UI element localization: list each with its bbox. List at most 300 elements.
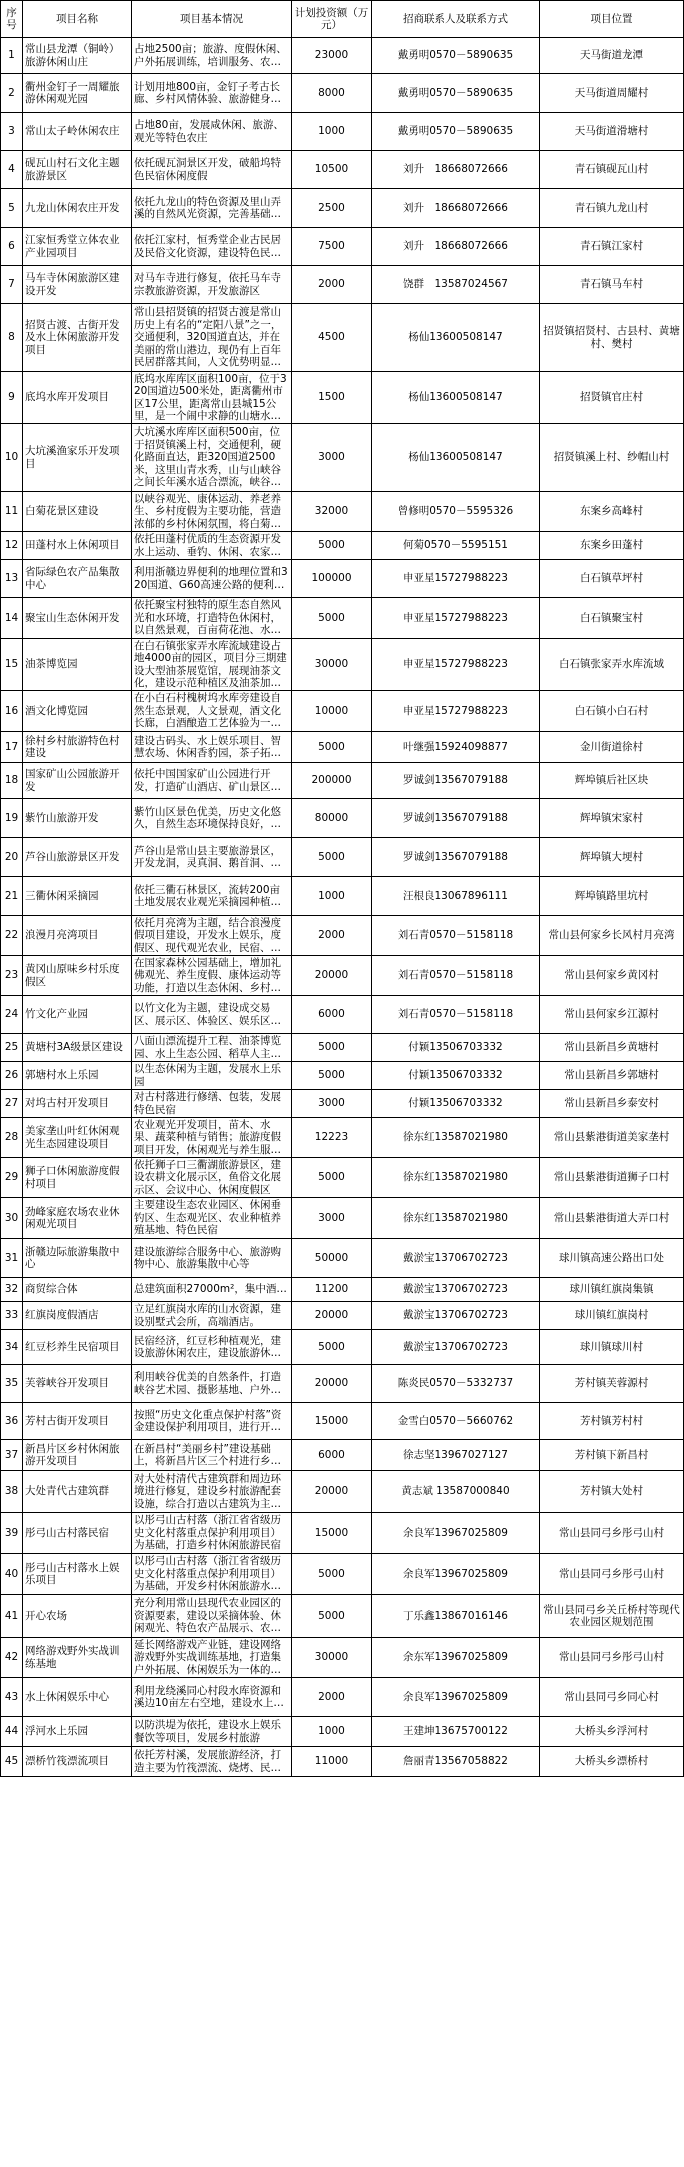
project-location: 白石镇草坪村	[540, 560, 684, 598]
planned-investment: 30000	[292, 1638, 372, 1678]
table-row	[1, 598, 684, 639]
project-name: 竹文化产业园	[23, 996, 132, 1034]
project-location: 东案乡高峰村	[540, 492, 684, 532]
table-row	[1, 424, 684, 492]
header-project-description: 项目基本情况	[132, 1, 292, 38]
contact: 杨仙13600508147	[372, 424, 540, 492]
planned-investment: 1000	[292, 877, 372, 916]
project-name: 浪漫月亮湾项目	[23, 916, 132, 956]
planned-investment: 3000	[292, 424, 372, 492]
planned-investment: 10000	[292, 691, 372, 732]
project-name: 常山太子岭休闲农庄	[23, 113, 132, 151]
planned-investment: 5000	[292, 1062, 372, 1090]
project-description: 总建筑面积27000m²，集中酒店	[132, 1278, 292, 1302]
project-description: 延长网络游戏产业链，建设网络游戏野外实战训练基地，打造集户外拓展、休闲娱乐为一体的训	[132, 1638, 292, 1678]
planned-investment: 5000	[292, 1595, 372, 1638]
row-index: 2	[1, 74, 23, 113]
project-name: 红旗岗度假酒店	[23, 1302, 132, 1330]
table-row	[1, 1118, 684, 1158]
planned-investment: 5000	[292, 732, 372, 763]
project-description: 依托芳村溪，发展旅游经济，打造主要为竹筏漂流、烧烤、民	[132, 1747, 292, 1777]
project-name: 大坑溪渔家乐开发项目	[23, 424, 132, 492]
table-row	[1, 691, 684, 732]
contact: 付颖13506703332	[372, 1090, 540, 1118]
project-name: 聚宝山生态休闲开发	[23, 598, 132, 639]
project-name: 新昌片区乡村休闲旅游开发项目	[23, 1440, 132, 1471]
contact: 刘升 18668072666	[372, 189, 540, 228]
table-row	[1, 1595, 684, 1638]
table-row	[1, 1403, 684, 1440]
row-index: 6	[1, 228, 23, 266]
header-location: 项目位置	[540, 1, 684, 38]
row-index: 41	[1, 1595, 23, 1638]
project-description: 依托狮子口三衢湖旅游景区，建设农耕文化展示区，鱼俗文化展示区、会议中心、休闲度假区	[132, 1158, 292, 1198]
contact: 杨仙13600508147	[372, 304, 540, 372]
planned-investment: 5000	[292, 1330, 372, 1365]
table-row	[1, 1158, 684, 1198]
contact: 王建坤13675700122	[372, 1717, 540, 1747]
row-index: 43	[1, 1678, 23, 1717]
project-location: 常山县新昌乡泰安村	[540, 1090, 684, 1118]
project-name: 江家恒秀堂立体农业产业园项目	[23, 228, 132, 266]
project-location: 球川镇高速公路出口处	[540, 1239, 684, 1278]
project-description: 建设古码头、水上娱乐项目、智慧农场、休闲香豹园，茶子拓展	[132, 732, 292, 763]
planned-investment: 3000	[292, 1198, 372, 1239]
table-row	[1, 916, 684, 956]
project-description: 利用浙赣边界便利的地理位置和320国道、G60高速公路的便利，	[132, 560, 292, 598]
planned-investment: 200000	[292, 763, 372, 799]
contact: 戴勇明0570－5890635	[372, 74, 540, 113]
project-description: 农业观光开发项目，苗木、水果、蔬菜种植与销售；旅游度假项目开发，休闲观光与养生服	[132, 1118, 292, 1158]
contact: 刘石青0570－5158118	[372, 916, 540, 956]
table-row	[1, 38, 684, 74]
planned-investment: 1500	[292, 372, 372, 424]
project-description: 以竹文化为主题，建设成交易区、展示区、体验区、娱乐区为	[132, 996, 292, 1034]
table-row	[1, 372, 684, 424]
project-location: 常山县同弓乡同心村	[540, 1678, 684, 1717]
project-name: 马车寺休闲旅游区建设开发	[23, 266, 132, 304]
contact: 戴淤宝13706702723	[372, 1330, 540, 1365]
planned-investment: 11200	[292, 1278, 372, 1302]
project-name: 紫竹山旅游开发	[23, 799, 132, 838]
table-row	[1, 1440, 684, 1471]
planned-investment: 12223	[292, 1118, 372, 1158]
planned-investment: 80000	[292, 799, 372, 838]
row-index: 45	[1, 1747, 23, 1777]
planned-investment: 2000	[292, 916, 372, 956]
project-name: 国家矿山公园旅游开发	[23, 763, 132, 799]
contact: 罗诚剑13567079188	[372, 838, 540, 877]
project-location: 金川街道徐村	[540, 732, 684, 763]
project-location: 常山县同弓乡彤弓山村	[540, 1554, 684, 1595]
project-location: 常山县何家乡江源村	[540, 996, 684, 1034]
row-index: 26	[1, 1062, 23, 1090]
project-description: 以彤弓山古村落（浙江省省级历史文化村落重点保护利用项目）为基础，打造乡村休闲旅游民宿	[132, 1513, 292, 1554]
project-description: 计划用地800亩，金钉子考古长廊、乡村风情体验、旅游健身和	[132, 74, 292, 113]
table-row	[1, 1062, 684, 1090]
project-name: 彤弓山古村落水上娱乐项目	[23, 1554, 132, 1595]
project-description: 依托三衢石林景区，流转200亩土地发展农业观光采摘园种植水	[132, 877, 292, 916]
contact: 余良军13967025809	[372, 1678, 540, 1717]
project-name: 劲峰家庭农场农业休闲观光项目	[23, 1198, 132, 1239]
contact: 徐东红13587021980	[372, 1118, 540, 1158]
project-location: 招贤镇招贤村、古县村、黄塘村、樊村	[540, 304, 684, 372]
project-location: 东案乡田蓬村	[540, 532, 684, 560]
project-location: 芳村镇芳村村	[540, 1403, 684, 1440]
project-name: 彤弓山古村落民宿	[23, 1513, 132, 1554]
contact: 余东军13967025809	[372, 1638, 540, 1678]
project-description: 以彤弓山古村落（浙江省省级历史文化村落重点保护利用项目）为基础，开发乡村休闲旅游水上	[132, 1554, 292, 1595]
contact: 黄志斌 13587000840	[372, 1471, 540, 1513]
planned-investment: 1000	[292, 1717, 372, 1747]
contact: 刘石青0570－5158118	[372, 956, 540, 996]
contact: 刘升 18668072666	[372, 228, 540, 266]
row-index: 32	[1, 1278, 23, 1302]
row-index: 21	[1, 877, 23, 916]
project-name: 砚瓦山村石文化主题旅游景区	[23, 151, 132, 189]
project-location: 常山县同弓乡彤弓山村	[540, 1638, 684, 1678]
contact: 徐东红13587021980	[372, 1158, 540, 1198]
table-row	[1, 492, 684, 532]
contact: 叶继强15924098877	[372, 732, 540, 763]
contact: 戴勇明0570－5890635	[372, 38, 540, 74]
row-index: 36	[1, 1403, 23, 1440]
planned-investment: 50000	[292, 1239, 372, 1278]
project-name: 黄塘村3A级景区建设	[23, 1034, 132, 1062]
table-row	[1, 1278, 684, 1302]
table-row	[1, 1513, 684, 1554]
planned-investment: 11000	[292, 1747, 372, 1777]
planned-investment: 20000	[292, 956, 372, 996]
project-name: 狮子口休闲旅游度假村项目	[23, 1158, 132, 1198]
contact: 曾修明0570－5595326	[372, 492, 540, 532]
table-row	[1, 1678, 684, 1717]
row-index: 19	[1, 799, 23, 838]
contact: 余良军13967025809	[372, 1513, 540, 1554]
project-name: 大处青代古建筑群	[23, 1471, 132, 1513]
row-index: 24	[1, 996, 23, 1034]
project-description: 依托月亮湾为主题，结合浪漫度假项目建设，开发水上娱乐，度假区、现代观光农业，民宿、文	[132, 916, 292, 956]
planned-investment: 20000	[292, 1302, 372, 1330]
project-description: 依托江家村，恒秀堂企业古民居及民俗文化资源，建设特色民	[132, 228, 292, 266]
row-index: 7	[1, 266, 23, 304]
planned-investment: 6000	[292, 996, 372, 1034]
project-description: 常山县招贤镇的招贤古渡是常山历史上有名的“定阳八景”之一，交通便利，320国道直达，并在美丽的常山港边，现仍有上百年民居群落其间，人文优势明显，	[132, 304, 292, 372]
table-row	[1, 877, 684, 916]
header-index: 序号	[1, 1, 23, 38]
planned-investment: 1000	[292, 113, 372, 151]
project-name: 水上休闲娱乐中心	[23, 1678, 132, 1717]
row-index: 14	[1, 598, 23, 639]
table-row	[1, 1638, 684, 1678]
project-description: 在白石镇张家弄水库流域建设占地4000亩的园区，项目分三期建设大型油茶展览馆，展现油茶文化，建设示范种植区及油茶加工	[132, 639, 292, 691]
project-location: 大桥头乡浮河村	[540, 1717, 684, 1747]
project-location: 天马街道周耀村	[540, 74, 684, 113]
row-index: 44	[1, 1717, 23, 1747]
planned-investment: 20000	[292, 1471, 372, 1513]
contact: 何菊0570－5595151	[372, 532, 540, 560]
row-index: 1	[1, 38, 23, 74]
contact: 申亚星15727988223	[372, 598, 540, 639]
contact: 戴淤宝13706702723	[372, 1239, 540, 1278]
project-location: 常山县同弓乡彤弓山村	[540, 1513, 684, 1554]
project-name: 漂桥竹筏漂流项目	[23, 1747, 132, 1777]
row-index: 10	[1, 424, 23, 492]
table-row	[1, 1717, 684, 1747]
row-index: 27	[1, 1090, 23, 1118]
table-row	[1, 1034, 684, 1062]
project-description: 紫竹山区景色优美，历史文化悠久，自然生态环境保持良好，可	[132, 799, 292, 838]
planned-investment: 5000	[292, 838, 372, 877]
table-row	[1, 189, 684, 228]
row-index: 35	[1, 1365, 23, 1403]
row-index: 9	[1, 372, 23, 424]
table-row	[1, 763, 684, 799]
project-name: 酒文化博览园	[23, 691, 132, 732]
project-location: 常山县紫港街道狮子口村	[540, 1158, 684, 1198]
project-description: 按照“历史文化重点保护村落”资金建设保护利用项目，进行开发	[132, 1403, 292, 1440]
contact: 戴淤宝13706702723	[372, 1278, 540, 1302]
project-location: 天马街道龙潭	[540, 38, 684, 74]
table-row	[1, 532, 684, 560]
contact: 丁乐鑫13867016146	[372, 1595, 540, 1638]
row-index: 28	[1, 1118, 23, 1158]
planned-investment: 4500	[292, 304, 372, 372]
contact: 戴淤宝13706702723	[372, 1302, 540, 1330]
project-description: 依托九龙山的特色资源及里山弄溪的自然风光资源，完善基础配	[132, 189, 292, 228]
table-row	[1, 304, 684, 372]
table-row	[1, 560, 684, 598]
table-row	[1, 1198, 684, 1239]
header-project-name: 项目名称	[23, 1, 132, 38]
project-location: 青石镇江家村	[540, 228, 684, 266]
planned-investment: 15000	[292, 1403, 372, 1440]
project-name: 常山县龙潭（铜岭）旅游休闲山庄	[23, 38, 132, 74]
table-row	[1, 1090, 684, 1118]
project-location: 招贤镇官庄村	[540, 372, 684, 424]
planned-investment: 3000	[292, 1090, 372, 1118]
project-location: 辉埠镇后社区块	[540, 763, 684, 799]
planned-investment: 23000	[292, 38, 372, 74]
project-description: 在国家森林公园基础上，增加礼佛观光、养生度假、康体运动等功能，打造以生态休闲、乡村度	[132, 956, 292, 996]
project-name: 开心农场	[23, 1595, 132, 1638]
project-location: 青石镇砚瓦山村	[540, 151, 684, 189]
project-name: 油茶博览园	[23, 639, 132, 691]
project-name: 招贤古渡、古街开发及水上休闲旅游开发项目	[23, 304, 132, 372]
project-description: 对马车寺进行修复，依托马车寺宗教旅游资源，开发旅游区	[132, 266, 292, 304]
project-location: 大桥头乡漂桥村	[540, 1747, 684, 1777]
planned-investment: 30000	[292, 639, 372, 691]
row-index: 37	[1, 1440, 23, 1471]
project-description: 在新昌村“美丽乡村”建设基础上，将新昌片区三个村进行乡村	[132, 1440, 292, 1471]
project-location: 辉埠镇大埂村	[540, 838, 684, 877]
project-description: 充分利用常山县现代农业园区的资源要素，建设以采摘体验、休闲观光、特色农产品展示、农家	[132, 1595, 292, 1638]
contact: 申亚星15727988223	[372, 560, 540, 598]
row-index: 17	[1, 732, 23, 763]
project-location: 白石镇张家弄水库流域	[540, 639, 684, 691]
planned-investment: 20000	[292, 1365, 372, 1403]
contact: 余良军13967025809	[372, 1554, 540, 1595]
row-index: 20	[1, 838, 23, 877]
project-description: 主要建设生态农业园区、休闲垂钓区、生态观光区、农业种植养殖基地、特色民宿	[132, 1198, 292, 1239]
row-index: 40	[1, 1554, 23, 1595]
contact: 饶群 13587024567	[372, 266, 540, 304]
project-name: 红豆杉养生民宿项目	[23, 1330, 132, 1365]
project-location: 芳村镇大处村	[540, 1471, 684, 1513]
planned-investment: 5000	[292, 1554, 372, 1595]
row-index: 18	[1, 763, 23, 799]
planned-investment: 2500	[292, 189, 372, 228]
project-description: 在小白石村槐树坞水库旁建设自然生态景观，人文景观，酒文化长廊，白酒酿造工艺体验为一体	[132, 691, 292, 732]
row-index: 23	[1, 956, 23, 996]
planned-investment: 32000	[292, 492, 372, 532]
planned-investment: 6000	[292, 1440, 372, 1471]
project-location: 常山县新昌乡郭塘村	[540, 1062, 684, 1090]
project-location: 常山县何家乡黄冈村	[540, 956, 684, 996]
planned-investment: 5000	[292, 598, 372, 639]
project-name: 衢州金钉子一周耀旅游休闲观光园	[23, 74, 132, 113]
project-location: 辉埠镇路里坑村	[540, 877, 684, 916]
project-name: 徐村乡村旅游特色村建设	[23, 732, 132, 763]
contact: 杨仙13600508147	[372, 372, 540, 424]
table-header-row	[1, 1, 684, 38]
project-description: 依托砚瓦洞景区开发，破船坞特色民宿休闲度假	[132, 151, 292, 189]
contact: 付颖13506703332	[372, 1034, 540, 1062]
project-location: 白石镇小白石村	[540, 691, 684, 732]
project-name: 九龙山休闲农庄开发	[23, 189, 132, 228]
project-description: 以防洪堤为依托，建设水上娱乐餐饮等项目，发展乡村旅游	[132, 1717, 292, 1747]
contact: 戴勇明0570－5890635	[372, 113, 540, 151]
planned-investment: 15000	[292, 1513, 372, 1554]
table-body	[1, 38, 684, 1777]
table-row	[1, 228, 684, 266]
project-description: 立足红旗岗水库的山水资源，建设别墅式会所，高端酒店。	[132, 1302, 292, 1330]
project-location: 青石镇九龙山村	[540, 189, 684, 228]
project-name: 底坞水库开发项目	[23, 372, 132, 424]
planned-investment: 2000	[292, 266, 372, 304]
table-row	[1, 1471, 684, 1513]
project-name: 网络游戏野外实战训练基地	[23, 1638, 132, 1678]
row-index: 29	[1, 1158, 23, 1198]
project-name: 三衢休闲采摘园	[23, 877, 132, 916]
contact: 徐东红13587021980	[372, 1198, 540, 1239]
project-location: 芳村镇芙蓉源村	[540, 1365, 684, 1403]
planned-investment: 5000	[292, 1158, 372, 1198]
planned-investment: 100000	[292, 560, 372, 598]
project-description: 以生态休闲为主题，发展水上乐园	[132, 1062, 292, 1090]
project-description: 利用峡谷优美的自然条件，打造峡谷艺术园、摄影基地、户外体	[132, 1365, 292, 1403]
planned-investment: 10500	[292, 151, 372, 189]
contact: 陈炎民0570－5332737	[372, 1365, 540, 1403]
project-name: 郭塘村水上乐园	[23, 1062, 132, 1090]
table-row	[1, 732, 684, 763]
project-location: 常山县新昌乡黄塘村	[540, 1034, 684, 1062]
project-description: 八面山漂流提升工程、油茶博览园、水上生态公园、稻草人主题	[132, 1034, 292, 1062]
project-name: 美家垄山叶红休闲观光生态园建设项目	[23, 1118, 132, 1158]
row-index: 3	[1, 113, 23, 151]
contact: 刘石青0570－5158118	[372, 996, 540, 1034]
project-description: 建设旅游综合服务中心、旅游购物中心、旅游集散中心等	[132, 1239, 292, 1278]
table-row	[1, 1330, 684, 1365]
row-index: 15	[1, 639, 23, 691]
project-description: 占地80亩，发展咸休闲、旅游、观光等特色农庄	[132, 113, 292, 151]
project-description: 民宿经济，红豆杉种植观光，建设旅游休闲农庄，建设旅游休	[132, 1330, 292, 1365]
row-index: 25	[1, 1034, 23, 1062]
contact: 申亚星15727988223	[372, 691, 540, 732]
project-location: 芳村镇下新昌村	[540, 1440, 684, 1471]
project-description: 以峡谷观光、康体运动、养老养生、乡村度假为主要功能，营造浓郁的乡村休闲氛围，将白菊花	[132, 492, 292, 532]
row-index: 4	[1, 151, 23, 189]
project-name: 商贸综合体	[23, 1278, 132, 1302]
project-description: 对大处村清代古建筑群和周边环境进行修复，建设乡村旅游配套设施，综合打造以古建筑为主题	[132, 1471, 292, 1513]
header-contact: 招商联系人及联系方式	[372, 1, 540, 38]
project-description: 依托聚宝村独特的原生态自然风光和水环境，打造特色休闲村，以自然景观，百亩荷花池、水上	[132, 598, 292, 639]
project-description: 依托中国国家矿山公园进行开发，打造矿山酒店、矿山景区、	[132, 763, 292, 799]
table-row	[1, 799, 684, 838]
project-description: 底坞水库库区面积100亩，位于320国道边500米处，距离衢州市区17公里，距离常山县城15公里，是一个闹中求静的山塘水	[132, 372, 292, 424]
project-name: 浮河水上乐园	[23, 1717, 132, 1747]
project-description: 芦谷山是常山县主要旅游景区，开发龙洞，灵真洞、鹅首洞、观	[132, 838, 292, 877]
project-description: 大坑溪水库库区面积500亩，位于招贤镇溪上村，交通便利，硬化路面直达，距320国道2500米，这里山青水秀，山与山峡谷之间长年溪水适合漂流，峡谷溪	[132, 424, 292, 492]
row-index: 30	[1, 1198, 23, 1239]
planned-investment: 7500	[292, 228, 372, 266]
row-index: 31	[1, 1239, 23, 1278]
contact: 刘升 18668072666	[372, 151, 540, 189]
contact: 罗诚剑13567079188	[372, 799, 540, 838]
contact: 付颖13506703332	[372, 1062, 540, 1090]
contact: 金雪白0570－5660762	[372, 1403, 540, 1440]
project-name: 芦谷山旅游景区开发	[23, 838, 132, 877]
project-description: 对古村落进行修缮、包装，发展特色民宿	[132, 1090, 292, 1118]
project-location: 球川镇红旗岗集镇	[540, 1278, 684, 1302]
row-index: 5	[1, 189, 23, 228]
project-name: 芳村古街开发项目	[23, 1403, 132, 1440]
project-location: 招贤镇溪上村、纱帽山村	[540, 424, 684, 492]
row-index: 12	[1, 532, 23, 560]
project-name: 黄冈山原味乡村乐度假区	[23, 956, 132, 996]
row-index: 39	[1, 1513, 23, 1554]
table-row	[1, 1365, 684, 1403]
contact: 汪根良13067896111	[372, 877, 540, 916]
project-name: 白菊花景区建设	[23, 492, 132, 532]
contact: 申亚星15727988223	[372, 639, 540, 691]
project-location: 天马街道滑塘村	[540, 113, 684, 151]
table-row	[1, 1554, 684, 1595]
table-row	[1, 1239, 684, 1278]
table-row	[1, 1302, 684, 1330]
row-index: 13	[1, 560, 23, 598]
table-row	[1, 1747, 684, 1777]
planned-investment: 2000	[292, 1678, 372, 1717]
project-description: 依托田蓬村优质的生态资源开发水上运动、垂钓、休闲、农家乐	[132, 532, 292, 560]
project-name: 浙赣边际旅游集散中心	[23, 1239, 132, 1278]
row-index: 22	[1, 916, 23, 956]
contact: 徐志坚13967027127	[372, 1440, 540, 1471]
project-name: 省际绿色农产品集散中心	[23, 560, 132, 598]
table-row	[1, 956, 684, 996]
planned-investment: 5000	[292, 532, 372, 560]
row-index: 8	[1, 304, 23, 372]
row-index: 16	[1, 691, 23, 732]
row-index: 42	[1, 1638, 23, 1678]
row-index: 38	[1, 1471, 23, 1513]
row-index: 34	[1, 1330, 23, 1365]
contact: 罗诚剑13567079188	[372, 763, 540, 799]
contact: 詹丽青13567058822	[372, 1747, 540, 1777]
project-location: 球川镇红旗岗村	[540, 1302, 684, 1330]
project-location: 常山县何家乡长风村月亮湾	[540, 916, 684, 956]
header-planned-investment: 计划投资额（万元）	[292, 1, 372, 38]
